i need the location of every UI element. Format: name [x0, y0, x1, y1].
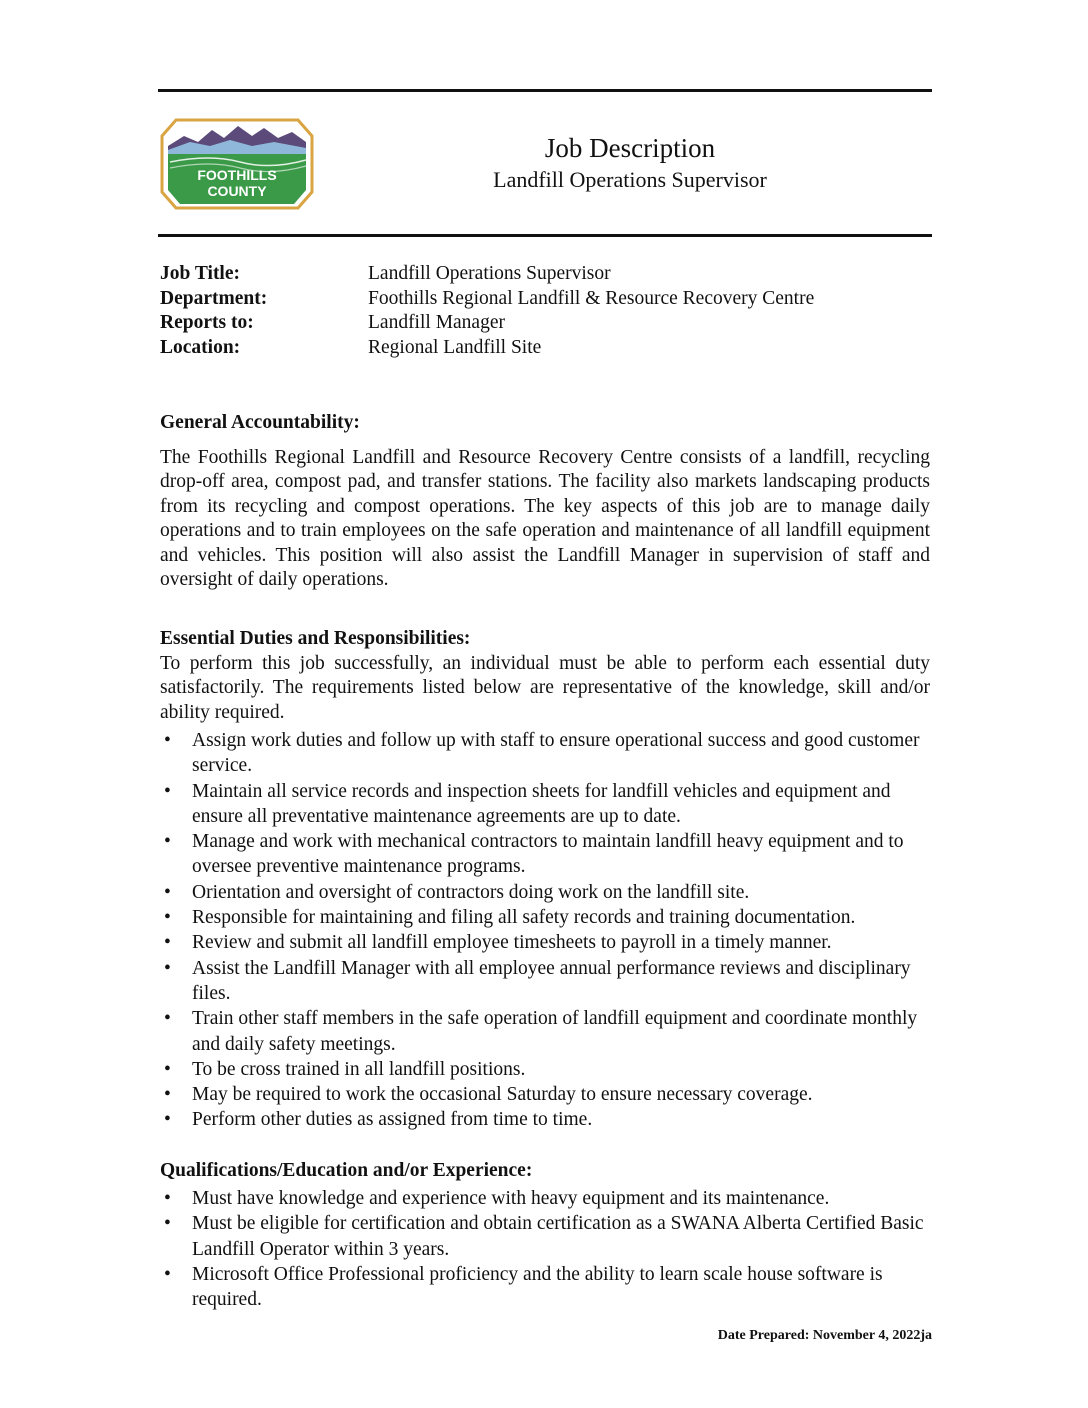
- meta-value: Landfill Operations Supervisor: [368, 263, 611, 284]
- essential-duties-heading: Essential Duties and Responsibilities:: [160, 628, 471, 649]
- header-rule: [158, 234, 932, 237]
- list-item: • Assist the Landfill Manager with all employee annual performance reviews and disciplinary files.: [160, 956, 930, 1007]
- general-accountability-text: The Foothills Regional Landfill and Resource Recovery Centre consists of a landfill, recycling drop-off area, compost pad, and transfer stations. The facility also markets landscaping products from its recycling and compost operations. The key aspects of this job are to manage daily operations and to train employees on the safe operation and maintenance of all landfill equipment and vehicles. This position will also assist the Landfill Manager in supervision of staff and oversight of daily operations.: [160, 447, 930, 591]
- document-subtitle: Landfill Operations Supervisor: [493, 167, 767, 192]
- top-rule: [158, 89, 932, 92]
- meta-label: Department:: [160, 287, 268, 309]
- date-prepared: Date Prepared: November 4, 2022ja: [717, 1328, 932, 1343]
- essential-duties-list: [160, 728, 930, 1133]
- meta-label: Reports to:: [160, 312, 254, 333]
- meta-row-job-title: [160, 262, 814, 287]
- meta-row-reports-to: [160, 311, 814, 336]
- list-item: • Maintain all service records and inspection sheets for landfill vehicles and equipment and ensure all preventative maintenance agreements are up to date.: [160, 779, 930, 830]
- meta-row-department: [160, 287, 814, 312]
- list-item: • Manage and work with mechanical contractors to maintain landfill heavy equipment and to oversee preventive maintenance programs.: [160, 829, 930, 880]
- general-accountability-heading: General Accountability:: [160, 412, 360, 433]
- list-item: • Train other staff members in the safe operation of landfill equipment and coordinate monthly and daily safety meetings.: [160, 1006, 930, 1057]
- list-item: • Assign work duties and follow up with staff to ensure operational success and good customer service.: [160, 728, 930, 779]
- meta-row-location: [160, 336, 814, 361]
- logo-text-line2: COUNTY: [207, 183, 267, 199]
- meta-label: Location:: [160, 336, 241, 358]
- list-item: • To be cross trained in all landfill positions.: [160, 1057, 930, 1082]
- meta-value: Landfill Manager: [368, 312, 505, 333]
- list-item: • May be required to work the occasional Saturday to ensure necessary coverage.: [160, 1082, 930, 1107]
- logo-text-line1: FOOTHILLS: [197, 167, 277, 183]
- essential-duties-intro: To perform this job successfully, an individual must be able to perform each essential duty satisfactorily. The requirements listed below are representative of the knowledge, skill and/or ability required.: [160, 653, 930, 723]
- list-item: • Must be eligible for certification and obtain certification as a SWANA Alberta Certified Basic Landfill Operator within 3 years.: [160, 1211, 930, 1262]
- list-item: • Perform other duties as assigned from time to time.: [160, 1107, 930, 1132]
- list-item: • Orientation and oversight of contractors doing work on the landfill site.: [160, 880, 930, 905]
- list-item: • Review and submit all landfill employee timesheets to payroll in a timely manner.: [160, 930, 930, 955]
- document-title: Job Description: [544, 133, 716, 163]
- meta-value: Foothills Regional Landfill & Resource Recovery Centre: [368, 287, 815, 309]
- foothills-county-logo: [160, 116, 314, 211]
- meta-value: Regional Landfill Site: [368, 336, 542, 358]
- job-meta-table: [160, 262, 814, 360]
- meta-label: Job Title:: [160, 263, 240, 284]
- list-item: • Responsible for maintaining and filing all safety records and training documentation.: [160, 905, 930, 930]
- qualifications-list: [160, 1186, 930, 1312]
- qualifications-heading: Qualifications/Education and/or Experience:: [160, 1160, 533, 1181]
- list-item: • Microsoft Office Professional proficiency and the ability to learn scale house software is required.: [160, 1262, 930, 1313]
- list-item: • Must have knowledge and experience with heavy equipment and its maintenance.: [160, 1186, 930, 1211]
